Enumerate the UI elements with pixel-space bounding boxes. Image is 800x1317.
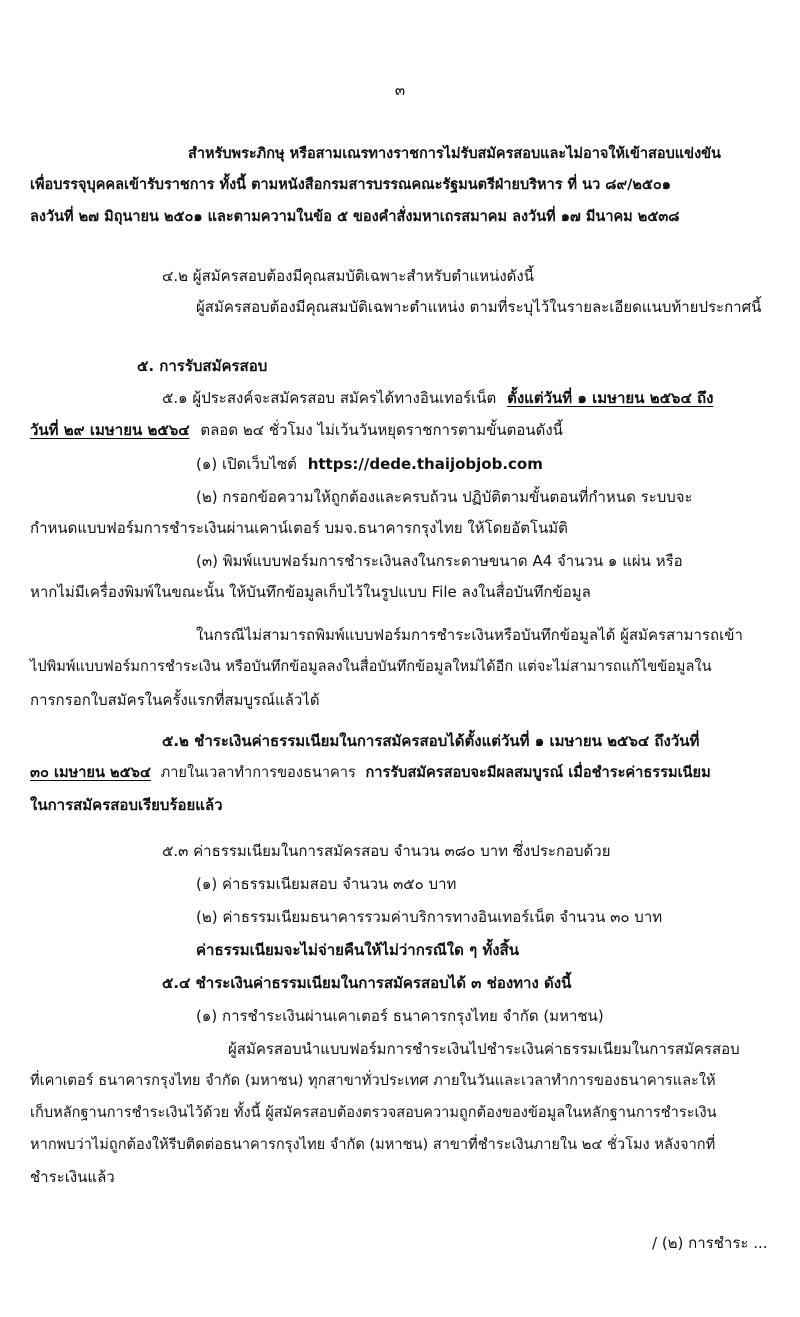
section-5-3-item-2: (๒) ค่าธรรมเนียมธนาคารรวมค่าบริการทางอินเทอร์เน็ต จำนวน ๓๐ บาท xyxy=(196,908,663,926)
step-1 xyxy=(196,452,543,476)
section-5-2-bold: การรับสมัครสอบจะมีผลสมบูรณ์ เมื่อชำระค่าธรรมเนียม xyxy=(365,764,711,781)
step-3-line-2: หากไม่มีเครื่องพิมพ์ในขณะนั้น ให้บันทึกข้อมูลเก็บไว้ในรูปแบบ File ลงในสื่อบันทึกข้อมูล xyxy=(30,583,591,601)
step-3-line-1: (๓) พิมพ์แบบฟอร์มการชำระเงินลงในกระดาษขนาด A4 จำนวน ๑ แผ่น หรือ xyxy=(196,552,683,570)
para1-line-1: สำหรับพระภิกษุ หรือสามเณรทางราชการไม่รับสมัครสอบและไม่อาจให้เข้าสอบแข่งขัน xyxy=(188,146,721,162)
section-5-4-para-line-2: ที่เคาเตอร์ ธนาคารกรุงไทย จำกัด (มหาชน) ทุกสาขาทั่วประเทศ ภายในวันและเวลาทำการของธนาคารและให้ xyxy=(30,1072,716,1089)
page-number: ๓ xyxy=(394,81,406,99)
note-line-2: ไปพิมพ์แบบฟอร์มการชำระเงิน หรือบันทึกข้อมูลลงในสื่อบันทึกข้อมูลใหม่ได้อีก แต่จะไม่สามารถแก้ไขข้อมูลใน xyxy=(30,658,712,675)
section-5-1-lead xyxy=(162,386,713,410)
section-5-heading: ๕. การรับสมัครสอบ xyxy=(137,357,268,375)
para1-line-2: เพื่อบรรจุบุคคลเข้ารับราชการ ทั้งนี้ ตามหนังสือกรมสารบรรณคณะรัฐมนตรีฝ่ายบริหาร ที่ นว ๘๙/๒๕๐๑ xyxy=(30,177,671,193)
step-2-line-1: (๒) กรอกข้อความให้ถูกต้องและครบถ้วน ปฏิบัติตามขั้นตอนที่กำหนด ระบบจะ xyxy=(196,488,693,506)
note-line-1: ในกรณีไม่สามารถพิมพ์แบบฟอร์มการชำระเงินหรือบันทึกข้อมูลได้ ผู้สมัครสามารถเข้า xyxy=(196,626,743,644)
section-5-4-para-line-3: เก็บหลักฐานการชำระเงินไว้ด้วย ทั้งนี้ ผู้สมัครสอบต้องตรวจสอบความถูกต้องของข้อมูลในหลักฐานการชำระเงิน xyxy=(30,1104,717,1121)
section-5-4-item-1: (๑) การชำระเงินผ่านเคาเตอร์ ธนาคารกรุงไทย จำกัด (มหาชน) xyxy=(196,1007,604,1025)
section-5-4-para-line-5: ชำระเงินแล้ว xyxy=(30,1168,115,1186)
step-1-label: (๑) เปิดเว็บไซต์ xyxy=(196,455,297,473)
section-5-1-end-date: วันที่ ๒๙ เมษายน ๒๕๖๔ xyxy=(30,421,190,439)
note-line-3: การกรอกใบสมัครในครั้งแรกที่สมบูรณ์แล้วได้ xyxy=(30,691,320,709)
step-2-line-2: กำหนดแบบฟอร์มการชำระเงินผ่านเคาน์เตอร์ บมจ.ธนาคารกรุงไทย ให้โดยอัตโนมัติ xyxy=(30,519,568,537)
section-5-3-item-1: (๑) ค่าธรรมเนียมสอบ จำนวน ๓๕๐ บาท xyxy=(196,875,457,893)
section-5-1-tail: ตลอด ๒๔ ชั่วโมง ไม่เว้นวันหยุดราชการตามขั้นตอนดังนี้ xyxy=(200,421,563,439)
section-5-1-line-2 xyxy=(30,418,563,442)
section-5-2-line-1: ๕.๒ ชำระเงินค่าธรรมเนียมในการสมัครสอบได้ตั้งแต่วันที่ ๑ เมษายน ๒๕๖๔ ถึงวันที่ xyxy=(162,732,700,750)
section-5-1-lead-text: ๕.๑ ผู้ประสงค์จะสมัครสอบ สมัครได้ทางอินเทอร์เน็ต xyxy=(162,389,497,407)
section-5-4-heading: ๕.๔ ชำระเงินค่าธรรมเนียมในการสมัครสอบได้ ๓ ช่องทาง ดังนี้ xyxy=(162,974,572,992)
section-4-2-heading: ๔.๒ ผู้สมัครสอบต้องมีคุณสมบัติเฉพาะสำหรับตำแหน่งดังนี้ xyxy=(162,267,534,285)
para1-line-3: ลงวันที่ ๒๗ มิถุนายน ๒๕๐๑ และตามความในข้อ ๕ ของคำสั่งมหาเถรสมาคม ลงวันที่ ๑๗ มีนาคม ๒๕๓๘ xyxy=(30,209,680,225)
section-5-4-para-line-4: หากพบว่าไม่ถูกต้องให้รีบติดต่อธนาคารกรุงไทย จำกัด (มหาชน) สาขาที่ชำระเงินภายใน ๒๔ ชั่วโมง หลังจากที่ xyxy=(30,1136,716,1153)
section-5-4-para-line-1: ผู้สมัครสอบนำแบบฟอร์มการชำระเงินไปชำระเงินค่าธรรมเนียมในการสมัครสอบ xyxy=(228,1040,740,1058)
section-5-3-heading: ๕.๓ ค่าธรรมเนียมในการสมัครสอบ จำนวน ๓๘๐ บาท ซึ่งประกอบด้วย xyxy=(162,842,611,860)
continuation-marker: / (๒) การชำระ ... xyxy=(652,1234,768,1252)
website-url-link[interactable]: https://dede.thaijobjob.com xyxy=(307,455,543,473)
section-5-2-mid: ภายในเวลาทำการของธนาคาร xyxy=(160,764,356,781)
section-4-2-text: ผู้สมัครสอบต้องมีคุณสมบัติเฉพาะตำแหน่ง ตามที่ระบุไว้ในรายละเอียดแนบท้ายประกาศนี้ xyxy=(196,298,762,316)
section-5-2-line-2 xyxy=(30,761,711,785)
section-5-2-end-date: ๓๐ เมษายน ๒๕๖๔ xyxy=(30,764,151,781)
no-refund-notice: ค่าธรรมเนียมจะไม่จ่ายคืนให้ไม่ว่ากรณีใด ๆ ทั้งสิ้น xyxy=(196,941,519,959)
section-5-2-line-3: ในการสมัครสอบเรียบร้อยแล้ว xyxy=(30,796,223,814)
section-5-1-start-date: ตั้งแต่วันที่ ๑ เมษายน ๒๕๖๔ ถึง xyxy=(507,389,714,407)
